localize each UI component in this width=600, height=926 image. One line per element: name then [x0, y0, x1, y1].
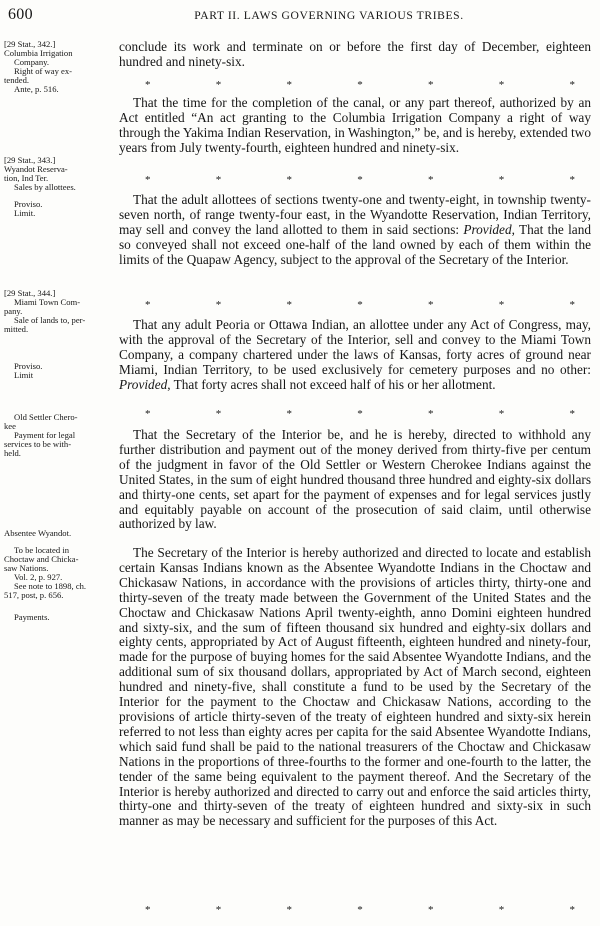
- section-separator: * * * * * * *: [145, 174, 575, 186]
- note-line: Right of way ex-: [14, 66, 72, 76]
- note-line: pany.: [4, 306, 23, 316]
- note-line: kee: [4, 421, 16, 431]
- note-line: mitted.: [4, 324, 29, 334]
- note-line: Miami Town Com-: [14, 297, 81, 307]
- margin-note: [4, 40, 118, 94]
- margin-note: [4, 289, 118, 334]
- note-line: Sale of lands to, per-: [14, 315, 86, 325]
- paragraph: That the adult allottees of sections twenty-one and twenty-eight, in township twenty-seven north, of range twenty-four east, in the Wyandotte Reservation, Indian Territory, may sell and convey the land allotted to them in said sections: Provided, That the land so conveyed shall not exceed one-half of the land owned by each of them within the limits of the Quapaw Agency, subject to the approval of the Secretary of the Interior.: [119, 192, 591, 267]
- section-separator: * * * * * * *: [145, 79, 575, 91]
- note-line: Proviso.: [14, 361, 43, 371]
- page-number: 600: [8, 6, 33, 23]
- margin-note: [4, 413, 118, 458]
- note-line: Ante, p. 516.: [14, 84, 59, 94]
- margin-note: [4, 200, 118, 218]
- paragraph: That any adult Peoria or Ottawa Indian, an allottee under any Act of Congress, may, with the approval of the Secretary of the Interior, sell and convey to the Miami Town Company, a company chartered under the laws of Kansas, forty acres of ground near Miami, Indian Territory, to be used exclusively for cemetery purposes and no other: Provided, That forty acres shall not exceed half of his or her allotment.: [119, 317, 591, 392]
- margin-note: [4, 546, 118, 600]
- paragraph: conclude its work and terminate on or before the first day of December, eighteen hundred and ninety-six.: [119, 39, 591, 69]
- note-line: 517, post, p. 656.: [4, 590, 64, 600]
- note-line: Wyandot Reserva-: [4, 164, 68, 174]
- note-line: Choctaw and Chicka-: [4, 554, 79, 564]
- section-separator: * * * * * * *: [145, 299, 575, 311]
- note-line: services to be with-: [4, 439, 72, 449]
- margin-note: [4, 613, 118, 622]
- note-line: Sales by allottees.: [14, 182, 76, 192]
- note-line: Absentee Wyandot.: [4, 528, 72, 538]
- note-line: Company.: [14, 57, 50, 67]
- note-line: held.: [4, 448, 21, 458]
- note-line: tion, Ind Ter.: [4, 173, 49, 183]
- note-line: To be located in: [14, 545, 69, 555]
- note-line: Limit.: [14, 208, 36, 218]
- note-line: [29 Stat., 342.]: [4, 39, 56, 49]
- note-line: Payment for legal: [14, 430, 76, 440]
- section-separator: * * * * * * *: [145, 408, 575, 420]
- note-line: Proviso.: [14, 199, 43, 209]
- note-line: saw Nations.: [4, 563, 49, 573]
- note-line: tended.: [4, 75, 30, 85]
- note-line: Payments.: [14, 612, 50, 622]
- paragraph: The Secretary of the Interior is hereby authorized and directed to locate and establish certain Kansas Indians known as the Absentee Wyandotte Indians in the Choctaw and Chickasaw Nations, in accordance with the provisions of articles thirty, thirty-one and thirty-seven of the treaty made between the Government of the United States and the Choctaw and Chickasaw Nations April twenty-eighth, anno Domini eighteen hundred and sixty-six, and the sum of fifteen thousand six hundred and eighty-six dollars and eighty cents, appropriated by Act of August fifteenth, eighteen hundred and ninety-four, made for the purpose of buying homes for the said Absentee Wyandotte Indians, and the additional sum of six thousand dollars, appropriated by Act of March second, eighteen hundred and ninety-five, shall constitute a fund to be used by the Secretary of the Interior for the payment to the Choctaw and Chickasaw Nations, according to the provisions of article thirty-seven of the treaty of eighteen hundred and sixty-six herein referred to not less than eighty acres per capita for the said Absentee Wyandotte Indians, which said fund shall be paid to the national treasurers of the Choctaw and Chickasaw Nations in the proportions of three-fourths to the former and one-fourth to the latter, the tender of the same being equivalent to the payment thereof. And the Secretary of the Interior is hereby authorized and directed to carry out and enforce the said articles thirty, thirty-one and thirty-seven of the treaty of eighteen hundred and sixty-six in such manner as may be necessary and sufficient for the purposes of this Act.: [119, 545, 591, 829]
- margin-note: [4, 362, 118, 380]
- note-line: [29 Stat., 343.]: [4, 155, 56, 165]
- note-line: Limit: [14, 370, 34, 380]
- note-line: See note to 1898, ch.: [14, 581, 87, 591]
- running-head: PART II. LAWS GOVERNING VARIOUS TRIBES.: [194, 9, 464, 22]
- note-line: Columbia Irrigation: [4, 48, 73, 58]
- note-line: [29 Stat., 344.]: [4, 288, 56, 298]
- note-line: Vol. 2, p. 927.: [14, 572, 63, 582]
- paragraph: That the time for the completion of the canal, or any part thereof, authorized by an Act entitled “An act granting to the Columbia Irrigation Company a right of way through the Yakima Indian Reservation, in Washington,” be, and is hereby, extended two years from July twenty-fourth, eighteen hundred and ninety-six.: [119, 95, 591, 155]
- note-line: Old Settler Chero-: [14, 412, 78, 422]
- margin-note: [4, 529, 118, 538]
- section-separator: * * * * * * *: [145, 904, 575, 916]
- paragraph: That the Secretary of the Interior be, and he is hereby, directed to withhold any further distribution and payment out of the money derived from thirty-five per centum of the judgment in favor of the Old Settler or Western Cherokee Indians against the United States, in the sum of eight hundred thousand three hundred and eighty-six dollars and thirty-one cents, set apart for the payment of expenses and for legal services justly and equitably payable on account of the prosecution of said claim, until otherwise authorized by law.: [119, 427, 591, 532]
- margin-note: [4, 156, 118, 192]
